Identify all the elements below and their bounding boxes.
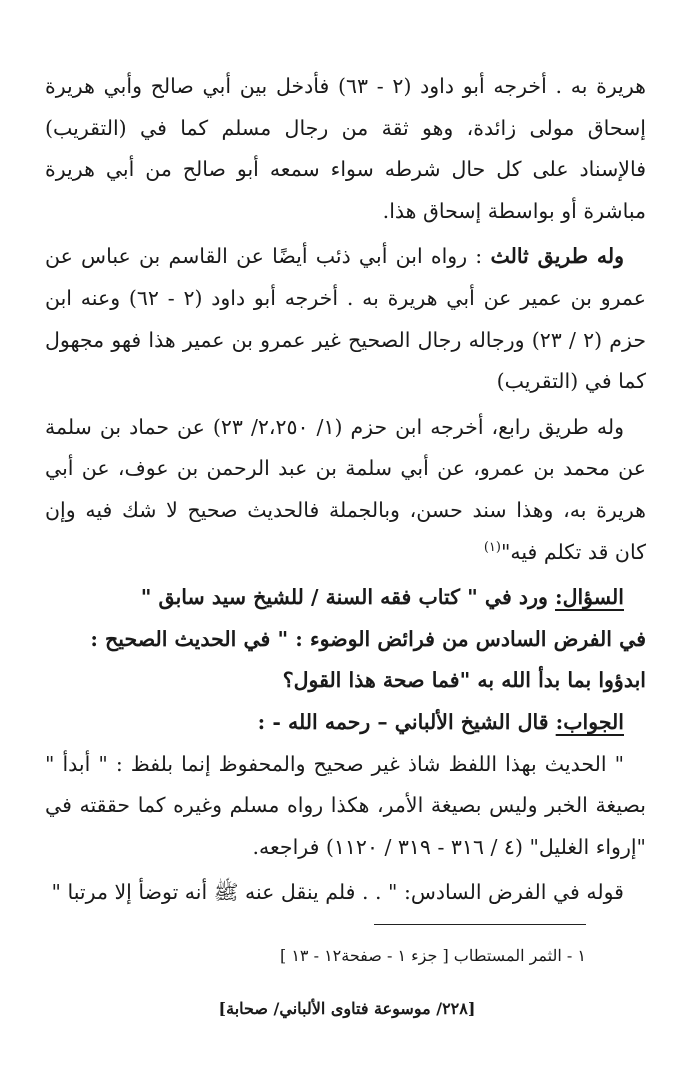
question-line-3: ابدؤوا بما بدأ الله به "فما صحة هذا القول؟ (282, 668, 646, 693)
question-line-1 (45, 577, 646, 619)
paragraph-3-text: وله طريق رابع، أخرجه ابن حزم (١/ ٢،٢٥٠/ ٢٣) عن حماد بن سلمة عن محمد بن عمرو، عن أبي سلمة بن عبد الرحمن بن عوف، عن أبي هريرة به، وهذا سند حسن، وبالجملة فالحديث صحيح لا شك فيه وإن كان قد تكلم فيه" (45, 414, 646, 564)
paragraph-5: قوله في الفرض السادس: " . . فلم ينقل عنه ﷺ أنه توضأ إلا مرتبا " (51, 880, 624, 905)
paragraph-2 (45, 236, 646, 402)
paragraph-1: هريرة به . أخرجه أبو داود (٢ - ٦٣) فأدخل بين أبي صالح وأبي هريرة إسحاق مولى زائدة، وهو ثقة من رجال مسلم كما في (التقريب) فالإسناد على كل حال شرطه سواء سمعه أبو صالح من أبي هريرة مباشرة أو بواسطة إسحاق هذا. (45, 74, 646, 223)
answer-label: الجواب: (555, 709, 624, 734)
paragraph-2-text: : رواه ابن أبي ذئب أيضًا عن القاسم بن عباس عن عمرو بن عمير عن أبي هريرة به . أخرجه أبو داود (٢ - ٦٢) وعنه ابن حزم (٢ / ٢٣) ورجاله رجال الصحيح غير عمرو بن عمير هذا فهو مجهول كما في (التقريب) (45, 244, 646, 394)
page-footer: [٢٢٨/ موسوعة فتاوى الألباني/ صحابة] (218, 999, 476, 1018)
answer-line-1 (45, 702, 646, 744)
paragraph-3 (45, 407, 646, 573)
question-line-2: في الفرض السادس من فرائض الوضوء : " في الحديث الصحيح : (90, 626, 646, 651)
third-path-heading: وله طريق ثالث (490, 244, 624, 269)
footnote-reference: (١) (483, 539, 501, 555)
footnote-divider (374, 924, 586, 925)
question-label: السؤال: (555, 585, 624, 610)
footnote: ١ - الثمر المستطاب [ جزء ١ - صفحة١٢ - ١٣ ] (279, 946, 586, 965)
main-text (45, 66, 646, 914)
question-text-1: ورد في " كتاب فقه السنة / للشيخ سيد سابق " (140, 585, 556, 610)
answer-text-1: قال الشيخ الألباني – رحمه الله - : (257, 709, 556, 734)
paragraph-4: " الحديث بهذا اللفظ شاذ غير صحيح والمحفوظ إنما بلفظ : " أبدأ " بصيغة الخبر وليس بصيغة الأمر، هكذا رواه مسلم وغيره كما حققته في "إرواء الغليل" (٤ / ٣١٦ - ٣١٩ / ١١٢٠) فراجعه. (45, 751, 646, 859)
